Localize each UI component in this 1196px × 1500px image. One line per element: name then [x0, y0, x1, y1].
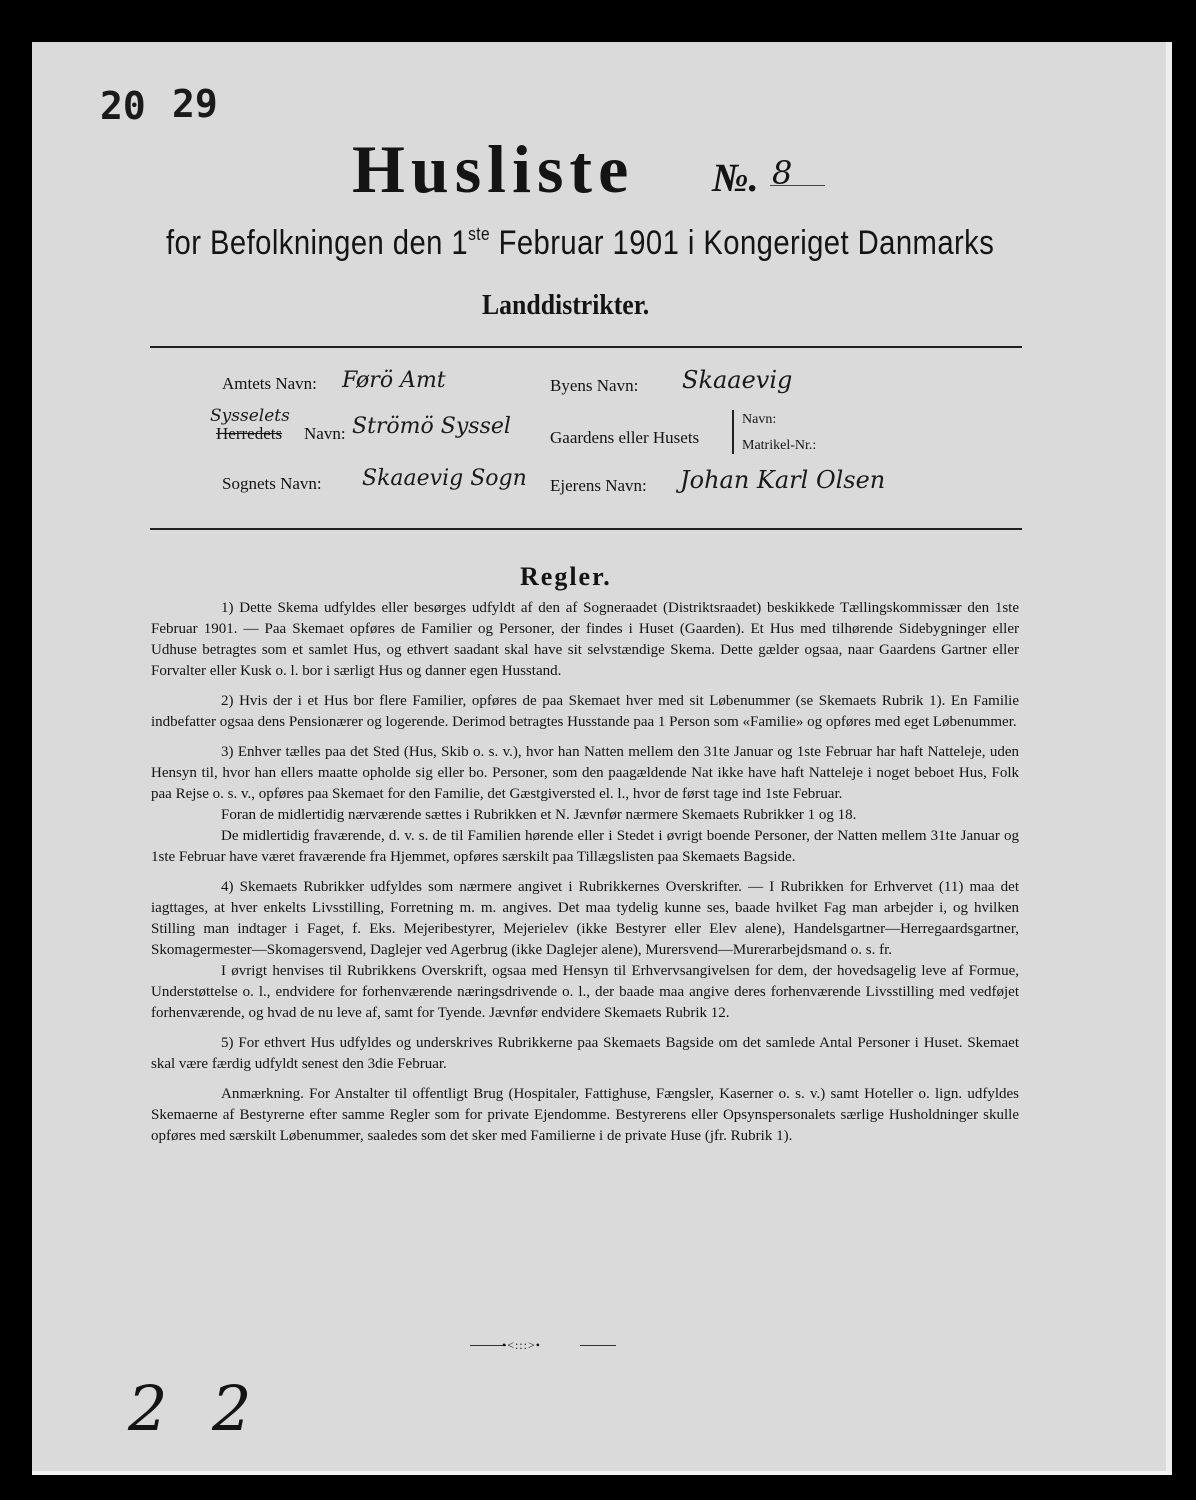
by-label: Byens Navn:: [550, 376, 639, 395]
sogn-value: Skaaevig Sogn: [362, 466, 527, 491]
rule-3-note-n: Foran de midlertidig nærværende sættes i Rubrikken et N. Jævnfør nærmere Skemaets Rubrikker 1 og 18.: [221, 807, 857, 823]
amt-label: Amtets Navn:: [222, 374, 317, 393]
subtitle-pre: for Befolkningen den 1: [166, 224, 469, 262]
ejer-label: Ejerens Navn:: [550, 476, 647, 495]
herred-handwritten: Sysselets: [210, 406, 290, 426]
rule-4-note: I øvrigt henvises til Rubrikkens Overskrift, ogsaa med Hensyn til Erhvervsangivelsen for dem, der hovedsagelig leve af Formue, Understøttelse o. l., endvidere for forhenværende næringsdrivende o. l., der baade maa angive deres forhenværende Livsstilling med vedføjet forhenværende, og hvad de nu leve af, samt for Tyende. Jævnfør endvidere Skemaets Rubrik 12.: [151, 963, 1019, 1021]
page-number-left: 20: [100, 84, 146, 128]
amt-value: Førö Amt: [342, 368, 446, 393]
ornament-line-right: [580, 1345, 616, 1346]
subtitle-sup: ste: [468, 224, 491, 244]
subtitle-post: Februar 1901 i Kongeriget Danmarks: [490, 224, 995, 262]
sogn-label: Sognets Navn:: [222, 474, 322, 493]
gaard-navn-label: Navn:: [742, 412, 777, 427]
bottom-number-first: 2: [128, 1372, 168, 1445]
rules-heading: Regler.: [520, 562, 612, 591]
form-subtitle: [166, 224, 995, 263]
gaard-label: Gaardens eller Husets: [550, 428, 700, 447]
gaard-matrikel-label: Matrikel-Nr.:: [742, 438, 817, 453]
form-title: Husliste: [352, 131, 635, 207]
bottom-number-second: 2: [212, 1372, 252, 1445]
by-value: Skaaevig: [682, 366, 793, 394]
herred-label: Navn:: [304, 424, 346, 443]
rule-3: 3) Enhver tælles paa det Sted (Hus, Skib o. s. v.), hvor han Natten mellem den 31te Januar og 1ste Februar har haft Natteleje, uden Hensyn til, hvor han ellers maatte opholde sig eller bo. Personer, som den paagældende Nat ikke have haft Natteleje i noget beboet Hus, Folk paa Rejse o. s. v., opføres paa Skemaet for den Familie, det Gæstgiversted el. l., hvor de først tage ind 1ste Februar.: [151, 744, 1019, 802]
rule-1: 1) Dette Skema udfyldes eller besørges udfyldt af den af Sogneraadet (Distriktsraadet) beskikkede Tællingskommissær den 1ste Februar 1901. — Paa Skemaet opføres de Familier og Personer, der findes i Huset (Gaarden). Et Hus med tilhørende Sidebygninger eller Udhuse betragtes som et samlet Hus, og ethvert saadant skal have sit selvstændige Skema. Dette gælder ogsaa, naar Gaardens Gartner eller Forvalter eller Kusk o. l. bor i særligt Hus og danner egen Husstand.: [151, 600, 1019, 679]
herred-struck-label: Herredets: [216, 424, 283, 443]
header-divider-bottom: [150, 528, 1022, 530]
annotation-note: Anmærkning. For Anstalter til offentligt Brug (Hospitaler, Fattighuse, Fængsler, Kaserner o. s. v.) samt Hoteller o. lign. udfyldes Skemaerne af Bestyrerne efter samme Regler som for private Ejendomme. Bestyrerens eller Opsynspersonalets særlige Husholdninger skulle opføres med særskilt Løbenummer, saaledes som det sker med Familierne i de private Huse (jfr. Rubrik 1).: [151, 1086, 1019, 1144]
census-form-sheet: [32, 42, 1172, 1475]
rules-text: [151, 598, 1019, 1156]
page-number-right: 29: [172, 82, 218, 126]
ejer-value: Johan Karl Olsen: [680, 466, 886, 494]
ornament-line-left: [470, 1345, 506, 1346]
herred-value: Strömö Syssel: [352, 414, 511, 439]
number-label: №.: [712, 155, 759, 200]
gaard-brace: [732, 410, 734, 454]
ornament: •<:::>•: [502, 1338, 541, 1352]
rule-2: 2) Hvis der i et Hus bor flere Familier, opføres de paa Skemaet hver med sit Løbenummer (se Skemaets Rubrik 1). En Familie indbefatter ogsaa dens Pensionærer og logerende. Derimod betragtes Husstande paa 1 Person som «Familie» og opføres med eget Løbenummer.: [151, 693, 1019, 730]
district-type: Landdistrikter.: [482, 290, 650, 321]
rule-4: 4) Skemaets Rubrikker udfyldes som nærmere angivet i Rubrikkernes Overskrifter. — I Rubrikken for Erhvervet (11) maa det iagttages, at hver enkelts Livsstilling, Forretning m. m. angives. Det maa tydelig kunne ses, baade hvilket Fag man arbejder i, og hvilken Stilling man indtager i Faget, f. Eks. Mejeribestyrer, Mejerielev (ikke Bestyrer eller Elev alene), Handelsgartner—Herregaardsgartner, Skomagermester—Skomagersvend, Daglejer ved Agerbrug (ikke Daglejer alene), Murersvend—Murerarbejdsmand o. s. fr.: [151, 879, 1019, 958]
rule-3-absent: De midlertidig fraværende, d. v. s. de til Familien hørende eller i Stedet i øvrigt boende Personer, der Natten mellem 31te Januar og 1ste Februar have været fraværende fra Hjemmet, opføres særskilt paa Tillægslisten paa Skemaets Bagside.: [151, 828, 1019, 865]
header-divider-top: [150, 346, 1022, 348]
rule-5: 5) For ethvert Hus udfyldes og underskrives Rubrikkerne paa Skemaets Bagside om det samlede Antal Personer i Huset. Skemaet skal være færdig udfyldt senest den 3die Februar.: [151, 1035, 1019, 1072]
form-number: 8: [772, 154, 793, 192]
number-underline: [770, 185, 825, 186]
